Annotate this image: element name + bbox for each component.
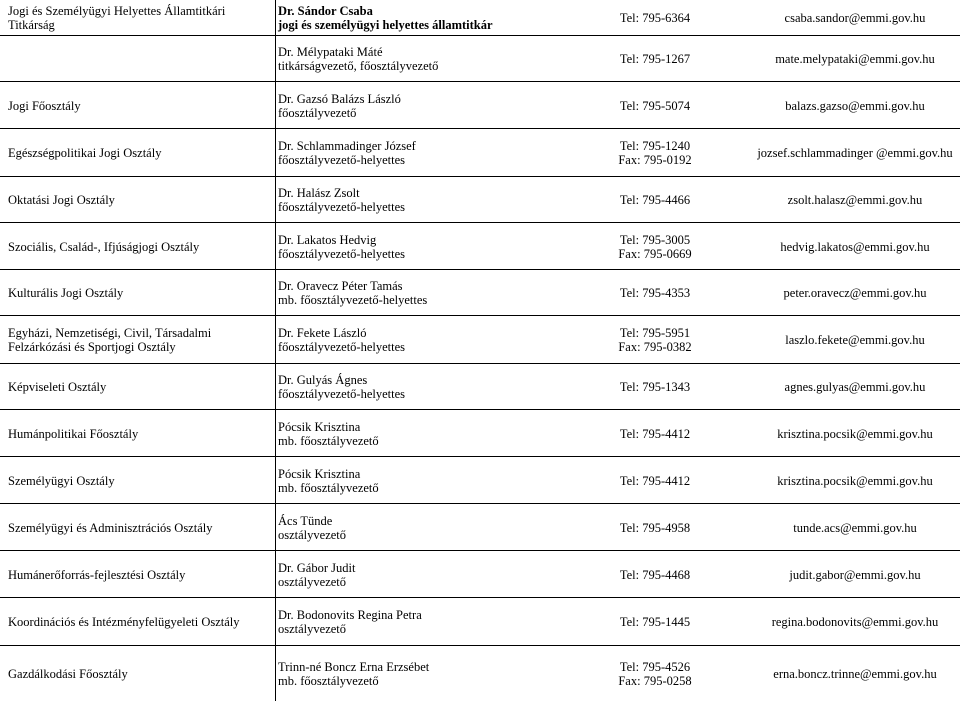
fax-number: Fax: 795-0382 [618, 340, 692, 354]
person-title: mb. főosztályvezető-helyettes [278, 293, 428, 307]
phone-number: Tel: 795-6364 [619, 10, 691, 25]
unit-cell [8, 316, 263, 364]
email-address: balazs.gazso@emmi.gov.hu [785, 98, 925, 113]
phone-number: Tel: 795-4958 [619, 520, 691, 535]
phone-cell [560, 82, 750, 129]
email-cell [750, 0, 960, 35]
table-row [0, 503, 960, 551]
email-cell [750, 410, 960, 457]
unit-name: Kulturális Jogi Osztály [8, 286, 124, 300]
person-name: Dr. Gábor Judit [278, 560, 356, 575]
phone-cell [560, 598, 750, 646]
phone-number: Tel: 795-4353 [619, 286, 691, 300]
unit-cell [8, 598, 263, 646]
phone-cell [560, 457, 750, 504]
email-cell [750, 504, 960, 551]
phone-cell [560, 270, 750, 316]
unit-cell [8, 177, 263, 223]
person-name: Dr. Gulyás Ágnes [278, 373, 368, 387]
phone-number: Tel: 795-5951 [619, 326, 691, 340]
table-row [0, 456, 960, 504]
email-cell [750, 270, 960, 316]
person-name: Pócsik Krisztina [278, 419, 361, 434]
table-row [0, 269, 960, 316]
unit-cell [8, 646, 263, 701]
table-row [0, 35, 960, 82]
person-cell [275, 270, 563, 316]
unit-name: Jogi és Személyügyi Helyettes Államtitkári Titkárság [8, 3, 226, 32]
person-title: mb. főosztályvezető [278, 433, 379, 448]
person-name: Trinn-né Boncz Erna Erzsébet [278, 659, 430, 674]
phone-cell [560, 0, 750, 35]
table-row [0, 0, 960, 35]
unit-cell [8, 551, 263, 598]
unit-name: Humánpolitikai Főosztály [8, 426, 139, 441]
phone-number: Tel: 795-1240 [619, 139, 691, 153]
person-title: titkárságvezető, főosztályvezető [278, 59, 439, 73]
email-cell [750, 598, 960, 646]
person-title: főosztályvezető-helyettes [278, 340, 406, 354]
unit-cell [8, 36, 263, 82]
email-address: erna.boncz.trinne@emmi.gov.hu [773, 666, 937, 681]
email-address: tunde.acs@emmi.gov.hu [793, 520, 917, 535]
person-cell [275, 551, 563, 598]
phone-cell [560, 129, 750, 177]
email-address: peter.oravecz@emmi.gov.hu [783, 286, 927, 300]
phone-number: Tel: 795-3005 [619, 232, 691, 247]
person-title: osztályvezető [278, 622, 347, 636]
person-cell [275, 316, 563, 364]
person-name: Pócsik Krisztina [278, 466, 361, 481]
unit-name: Oktatási Jogi Osztály [8, 193, 115, 207]
person-title: osztályvezető [278, 527, 347, 542]
unit-name: Gazdálkodási Főosztály [8, 666, 128, 681]
person-name: Dr. Lakatos Hedvig [278, 232, 377, 247]
unit-cell [8, 129, 263, 177]
person-cell [275, 457, 563, 504]
email-address: laszlo.fekete@emmi.gov.hu [785, 333, 925, 347]
table-row [0, 409, 960, 457]
phone-cell [560, 223, 750, 270]
table-row [0, 81, 960, 129]
person-title: főosztályvezető-helyettes [278, 246, 406, 261]
phone-cell [560, 316, 750, 364]
email-address: csaba.sandor@emmi.gov.hu [784, 10, 926, 25]
person-title: mb. főosztályvezető [278, 673, 379, 688]
person-cell [275, 0, 563, 35]
phone-number: Tel: 795-4412 [619, 426, 691, 441]
phone-number: Tel: 795-5074 [619, 98, 691, 113]
person-name: Dr. Halász Zsolt [278, 186, 360, 200]
table-row [0, 645, 960, 701]
unit-cell [8, 364, 263, 410]
unit-name: Egyházi, Nemzetiségi, Civil, Társadalmi Felzárkózási és Sportjogi Osztály [8, 326, 212, 354]
fax-number: Fax: 795-0669 [618, 246, 692, 261]
person-title: főosztályvezető-helyettes [278, 387, 406, 401]
email-cell [750, 82, 960, 129]
person-cell [275, 410, 563, 457]
person-cell [275, 82, 563, 129]
unit-cell [8, 410, 263, 457]
unit-name: Egészségpolitikai Jogi Osztály [8, 146, 162, 160]
phone-number: Tel: 795-1267 [619, 52, 691, 66]
unit-cell [8, 270, 263, 316]
email-address: hedvig.lakatos@emmi.gov.hu [780, 239, 930, 254]
email-cell [750, 129, 960, 177]
unit-cell [8, 223, 263, 270]
person-name: Dr. Sándor Csaba [278, 3, 373, 18]
phone-number: Tel: 795-4526 [619, 659, 691, 674]
table-row [0, 363, 960, 410]
email-address: krisztina.pocsik@emmi.gov.hu [777, 426, 933, 441]
person-title: főosztályvezető-helyettes [278, 153, 406, 167]
person-name: Dr. Mélypataki Máté [278, 45, 383, 59]
person-cell [275, 364, 563, 410]
unit-cell [8, 504, 263, 551]
person-title: főosztályvezető [278, 105, 357, 120]
table-row [0, 222, 960, 270]
person-cell [275, 177, 563, 223]
email-cell [750, 551, 960, 598]
person-name: Ács Tünde [278, 513, 333, 528]
email-address: regina.bodonovits@emmi.gov.hu [771, 615, 939, 629]
email-address: jozsef.schlammadinger @emmi.gov.hu [757, 146, 953, 160]
phone-number: Tel: 795-1445 [619, 615, 691, 629]
email-address: agnes.gulyas@emmi.gov.hu [784, 380, 926, 394]
unit-cell [8, 82, 263, 129]
email-cell [750, 177, 960, 223]
phone-cell [560, 410, 750, 457]
email-cell [750, 646, 960, 701]
unit-name: Koordinációs és Intézményfelügyeleti Osztály [8, 615, 240, 629]
person-cell [275, 223, 563, 270]
phone-number: Tel: 795-4412 [619, 473, 691, 488]
unit-name: Szociális, Család-, Ifjúságjogi Osztály [8, 239, 200, 254]
unit-name: Jogi Főosztály [8, 98, 81, 113]
unit-cell [8, 457, 263, 504]
table-row [0, 315, 960, 364]
person-title: főosztályvezető-helyettes [278, 200, 406, 214]
person-cell [275, 598, 563, 646]
phone-number: Tel: 795-4468 [619, 567, 691, 582]
person-cell [275, 504, 563, 551]
phone-number: Tel: 795-1343 [619, 380, 691, 394]
email-address: mate.melypataki@emmi.gov.hu [775, 52, 935, 66]
email-address: zsolt.halasz@emmi.gov.hu [787, 193, 923, 207]
unit-name: Személyügyi Osztály [8, 473, 115, 488]
person-name: Dr. Gazsó Balázs László [278, 91, 401, 106]
phone-cell [560, 551, 750, 598]
email-cell [750, 223, 960, 270]
person-name: Dr. Oravecz Péter Tamás [278, 279, 403, 293]
table-row [0, 176, 960, 223]
unit-name: Képviseleti Osztály [8, 380, 107, 394]
person-name: Dr. Fekete László [278, 326, 367, 340]
unit-name: Humánerőforrás-fejlesztési Osztály [8, 567, 186, 582]
person-title: jogi és személyügyi helyettes államtitkár [278, 17, 493, 32]
phone-number: Tel: 795-4466 [619, 193, 691, 207]
person-title: mb. főosztályvezető [278, 480, 379, 495]
person-cell [275, 129, 563, 177]
fax-number: Fax: 795-0258 [618, 673, 692, 688]
unit-cell [8, 0, 263, 35]
email-address: judit.gabor@emmi.gov.hu [789, 567, 921, 582]
person-name: Dr. Schlammadinger József [278, 139, 416, 153]
person-name: Dr. Bodonovits Regina Petra [278, 608, 422, 622]
email-cell [750, 316, 960, 364]
phone-cell [560, 646, 750, 701]
email-address: krisztina.pocsik@emmi.gov.hu [777, 473, 933, 488]
email-cell [750, 364, 960, 410]
table-row [0, 597, 960, 646]
email-cell [750, 457, 960, 504]
email-cell [750, 36, 960, 82]
phone-cell [560, 364, 750, 410]
unit-name: Személyügyi és Adminisztrációs Osztály [8, 520, 213, 535]
table-row [0, 550, 960, 598]
table-row [0, 128, 960, 177]
person-title: osztályvezető [278, 574, 347, 589]
phone-cell [560, 504, 750, 551]
fax-number: Fax: 795-0192 [618, 153, 692, 167]
phone-cell [560, 177, 750, 223]
phone-cell [560, 36, 750, 82]
person-cell [275, 36, 563, 82]
person-cell [275, 646, 563, 701]
